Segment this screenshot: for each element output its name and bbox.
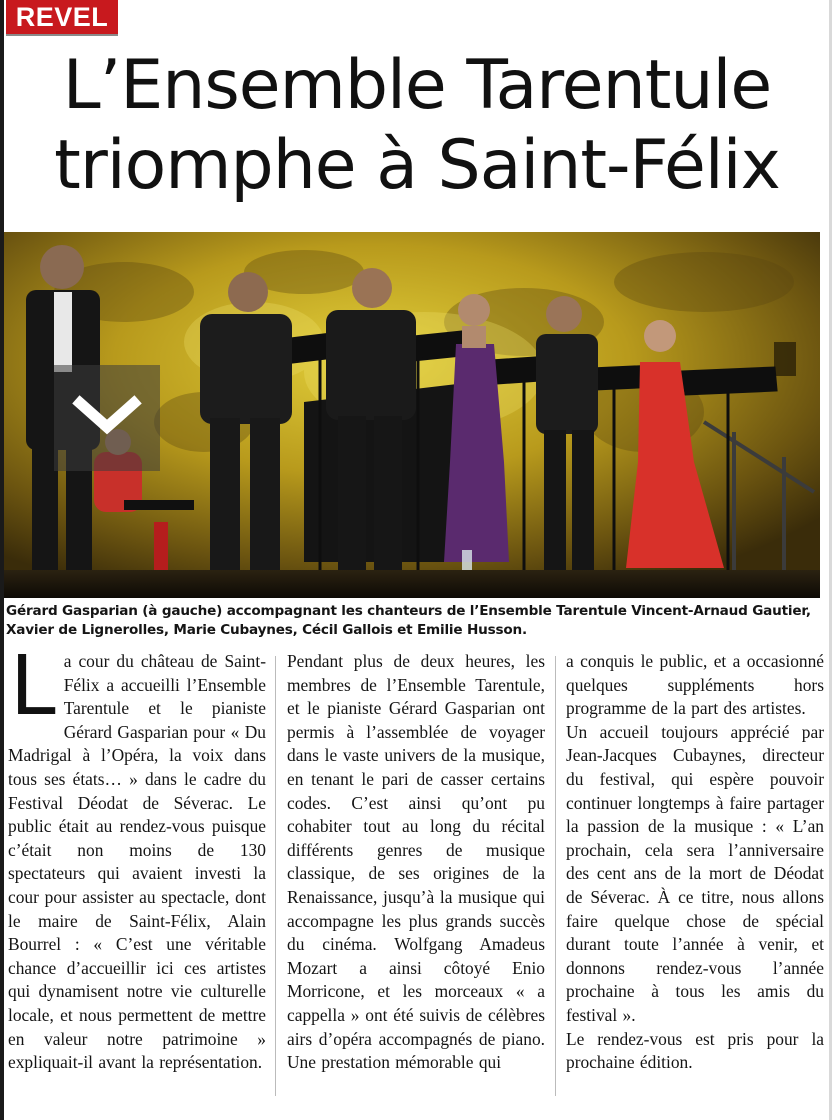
article-paragraph: a conquis le public, et a occasionné quelques suppléments hors programme de la part des artistes. [566, 651, 824, 719]
caption-line-1: Gérard Gasparian (à gauche) accompagnant les chanteurs de l’Ensemble Tarentule Vincent-Arnaud Gautier, [6, 603, 811, 619]
headline-line-1: L’Ensemble Tarentule [62, 46, 772, 125]
headline [12, 46, 822, 206]
article-paragraph: Pendant plus de deux heures, les membres de l’Ensemble Tarentule, et le pianiste Gérard Gasparian ont permis à l’assemblée de voyager dans le vaste univers de la musique, en tenant le pari de casser certains codes. C’est ainsi qu’ont pu cohabiter tout au long du récital différents genres de musique classique, de ses origines de la Renaissance, jusqu’à la musique qui accompagne les plus grands succès du cinéma. Wolfgang Amadeus Mozart a ainsi côtoyé Enio Morricone, et les morceaux « a cappella » ont été suivis de célèbres airs d’opéra accompagnés de piano. Une prestation mémorable qui [287, 651, 545, 1073]
expand-photo-button[interactable] [54, 365, 160, 471]
column-divider [275, 656, 276, 1096]
article-column-3 [566, 650, 824, 1075]
headline-line-2: triomphe à Saint-Félix [54, 126, 780, 205]
section-tag-underline [6, 34, 118, 36]
article-paragraph: a cour du château de Saint-Félix a accueilli l’Ensemble Tarentule et le pianiste Gérard Gasparian pour « Du Madrigal à l’Opéra, la voix dans tous ses états… » dans le cadre du Festival Déodat de Séverac. Le public était au rendez-vous puisque c’était non moins de 130 spectateurs qui avaient investi la cour pour assister au spectacle, dont le maire de Saint-Félix, Alain Bourrel : « C’est une véritable chance d’accueillir ici ces artistes qui dynamisent notre vie culturelle locale, et nous permettent de mettre en valeur notre patrimoine » expliquait-il avant la représentation. [8, 651, 266, 1073]
article-paragraph: Le rendez-vous est pris pour la prochaine édition. [566, 1028, 824, 1073]
article-paragraph: Un accueil toujours apprécié par Jean-Jacques Cubaynes, directeur du festival, qui espère pouvoir continuer longtemps à faire partager la passion de la musique : « L’an prochain, cela sera l’anniversaire des cent ans de la mort de Déodat de Séverac. À ce titre, nous allons faire quelque chose de spécial durant toute l’année à venir, et donnons rendez-vous l’année prochaine à tous les amis du festival ». [566, 721, 824, 1025]
column-divider [555, 656, 556, 1096]
article-column-1 [8, 639, 266, 1075]
section-tag[interactable]: REVEL [6, 0, 118, 34]
drop-cap: L [10, 639, 56, 734]
article-column-2 [287, 650, 545, 1075]
caption-line-2: Xavier de Lignerolles, Marie Cubaynes, Cécil Gallois et Emilie Husson. [6, 622, 527, 638]
chevron-down-icon [54, 365, 160, 471]
photo-caption [6, 602, 830, 640]
